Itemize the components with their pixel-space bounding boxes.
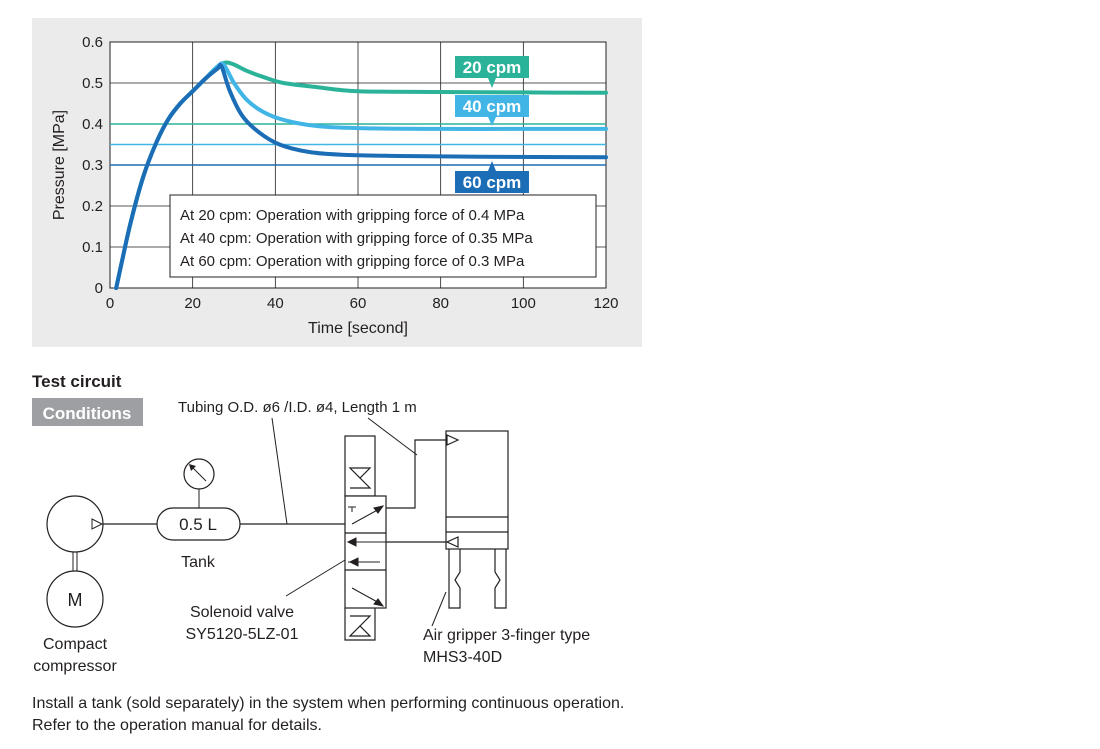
tank-value: 0.5 L: [179, 515, 217, 534]
valve-label-line-2: SY5120-5LZ-01: [185, 626, 299, 643]
y-tick-label: 0.1: [82, 239, 103, 256]
x-tick-label: 60: [349, 295, 367, 312]
annotation-line-2: At 40 cpm: Operation with gripping force of 0.35 MPa: [180, 230, 533, 247]
test-circuit-heading: Test circuit: [32, 372, 122, 391]
y-tick-label: 0.3: [82, 157, 103, 174]
footnote-line-2: Refer to the operation manual for details.: [32, 717, 322, 734]
y-axis-title: Pressure [MPa]: [51, 109, 68, 221]
solenoid-valve-symbol: [345, 436, 386, 640]
y-tick-label: 0.2: [82, 198, 103, 215]
annotation-line-3: At 60 cpm: Operation with gripping force of 0.3 MPa: [180, 253, 525, 270]
x-tick-label: 40: [266, 295, 284, 312]
y-tick-label: 0.5: [82, 75, 103, 92]
valve-leader-line: [286, 560, 345, 596]
compressor-label-line-1: Compact: [42, 636, 108, 653]
x-tick-label: 120: [593, 295, 619, 312]
tubing-label: Tubing O.D. ø6 /I.D. ø4, Length 1 m: [178, 399, 417, 416]
tank-label: Tank: [181, 554, 215, 571]
x-tick-label: 80: [432, 295, 450, 312]
gripper-label-line-2: MHS3-40D: [423, 649, 503, 666]
y-tick-label: 0.4: [82, 116, 103, 133]
y-tick-label: 0.6: [82, 34, 103, 51]
x-tick-label: 0: [105, 295, 115, 312]
x-tick-label: 20: [184, 295, 202, 312]
gripper-label-line-1: Air gripper 3-finger type: [423, 627, 591, 644]
valve-label-line-1: Solenoid valve: [189, 604, 295, 621]
air-gripper-symbol: [446, 431, 508, 608]
annotation-line-1: At 20 cpm: Operation with gripping force of 0.4 MPa: [180, 207, 525, 224]
x-tick-label: 100: [510, 295, 536, 312]
pipe-valve-to-gripper-top: [386, 440, 446, 508]
conditions-badge-label: Conditions: [42, 404, 132, 423]
y-tick-label: 0: [94, 280, 103, 297]
tubing-leader-line: [272, 418, 287, 524]
footnote-line-1: Install a tank (sold separately) in the system when performing continuous operation.: [32, 695, 625, 712]
legend-label-20cpm: 20 cpm: [462, 58, 522, 77]
legend-label-60cpm: 60 cpm: [462, 173, 522, 192]
legend-label-40cpm: 40 cpm: [462, 97, 522, 116]
gripper-leader-line: [432, 592, 446, 626]
motor-coupling: [73, 552, 77, 571]
compressor-label-line-2: compressor: [33, 658, 117, 675]
motor-letter: M: [67, 590, 83, 610]
x-axis-title: Time [second]: [308, 320, 408, 337]
